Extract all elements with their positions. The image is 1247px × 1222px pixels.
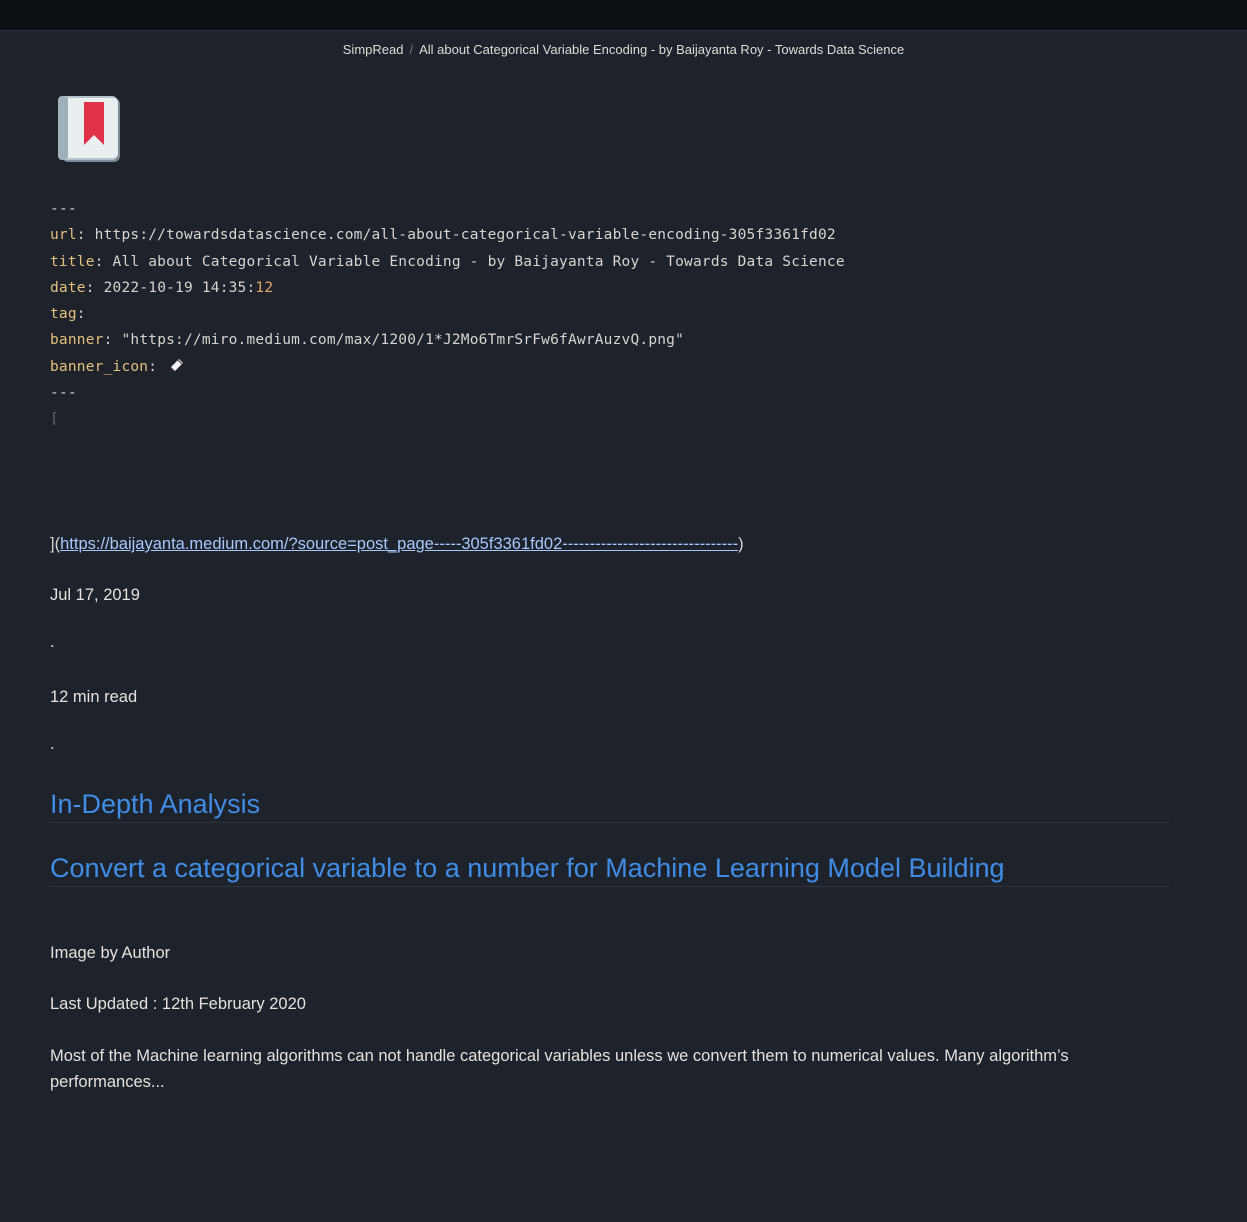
- frontmatter-banner-value: "https://miro.medium.com/max/1200/1*J2Mo6TmrSrFw6fAwrAuzvQ.png": [121, 332, 685, 349]
- meta-dot: .: [50, 735, 55, 753]
- breadcrumb: [0, 42, 1247, 57]
- intro-paragraph: Most of the Machine learning algorithms can not handle categorical variables unless we convert them to numerical values. Many algorithm’s performances...: [50, 1047, 1069, 1091]
- read-time: 12 min read: [50, 688, 138, 706]
- frontmatter-url-key: url: [50, 227, 77, 244]
- frontmatter-close-dashes: ---: [50, 385, 77, 402]
- frontmatter-title-value: All about Categorical Variable Encoding - by Baijayanta Roy - Towards Data Science: [112, 253, 845, 270]
- author-link-prefix: ](: [50, 535, 61, 553]
- last-updated: Last Updated : 12th February 2020: [50, 995, 306, 1013]
- breadcrumb-page-title: All about Categorical Variable Encoding - by Baijayanta Roy - Towards Data Science: [419, 42, 905, 57]
- author-link-suffix: ): [738, 535, 744, 553]
- meta-dot: .: [50, 633, 55, 651]
- frontmatter-open-dashes: ---: [50, 201, 77, 217]
- author-profile-link[interactable]: https://baijayanta.medium.com/?source=post_page-----305f3361fd02--------------------------------: [60, 535, 739, 553]
- frontmatter-date-seconds: 12: [255, 279, 274, 296]
- heading-in-depth-analysis: In-Depth Analysis: [50, 789, 1170, 823]
- frontmatter-tag-key: tag: [50, 306, 77, 323]
- pencil-icon: [170, 355, 184, 369]
- window-top-bar: [0, 0, 1247, 31]
- publish-date: Jul 17, 2019: [50, 586, 140, 604]
- breadcrumb-separator: /: [409, 42, 414, 57]
- frontmatter-banner-key: banner: [50, 332, 104, 349]
- heading-article-subtitle: Convert a categorical variable to a number for Machine Learning Model Building: [50, 853, 1170, 887]
- frontmatter-block: --- url: https://towardsdatascience.com/all-about-categorical-variable-encoding-305f3361fd02 title: All about Categorical Variable Encoding - by Baijayanta Roy - Towards Data Science date: 2022-10-19 14:35:12 tag: banner: "https://miro.medium.com/max/1200/1*J2Mo6TmrSrFw6fAwrAuzvQ.png" banner_icon: --- [: [50, 201, 845, 428]
- author-link-line: [50, 535, 1170, 554]
- book-bookmark-icon[interactable]: [56, 95, 124, 165]
- markdown-open-bracket: [: [50, 411, 59, 428]
- frontmatter-title-key: title: [50, 253, 95, 270]
- frontmatter-banner-icon-key: banner_icon: [50, 358, 149, 375]
- image-caption: Image by Author: [50, 944, 171, 962]
- frontmatter-date-key: date: [50, 279, 86, 296]
- frontmatter-date-value: 2022-10-19 14:35:: [103, 279, 256, 296]
- breadcrumb-app-link[interactable]: SimpRead: [342, 42, 404, 57]
- frontmatter-url-value: https://towardsdatascience.com/all-about-categorical-variable-encoding-305f3361fd02: [94, 227, 836, 244]
